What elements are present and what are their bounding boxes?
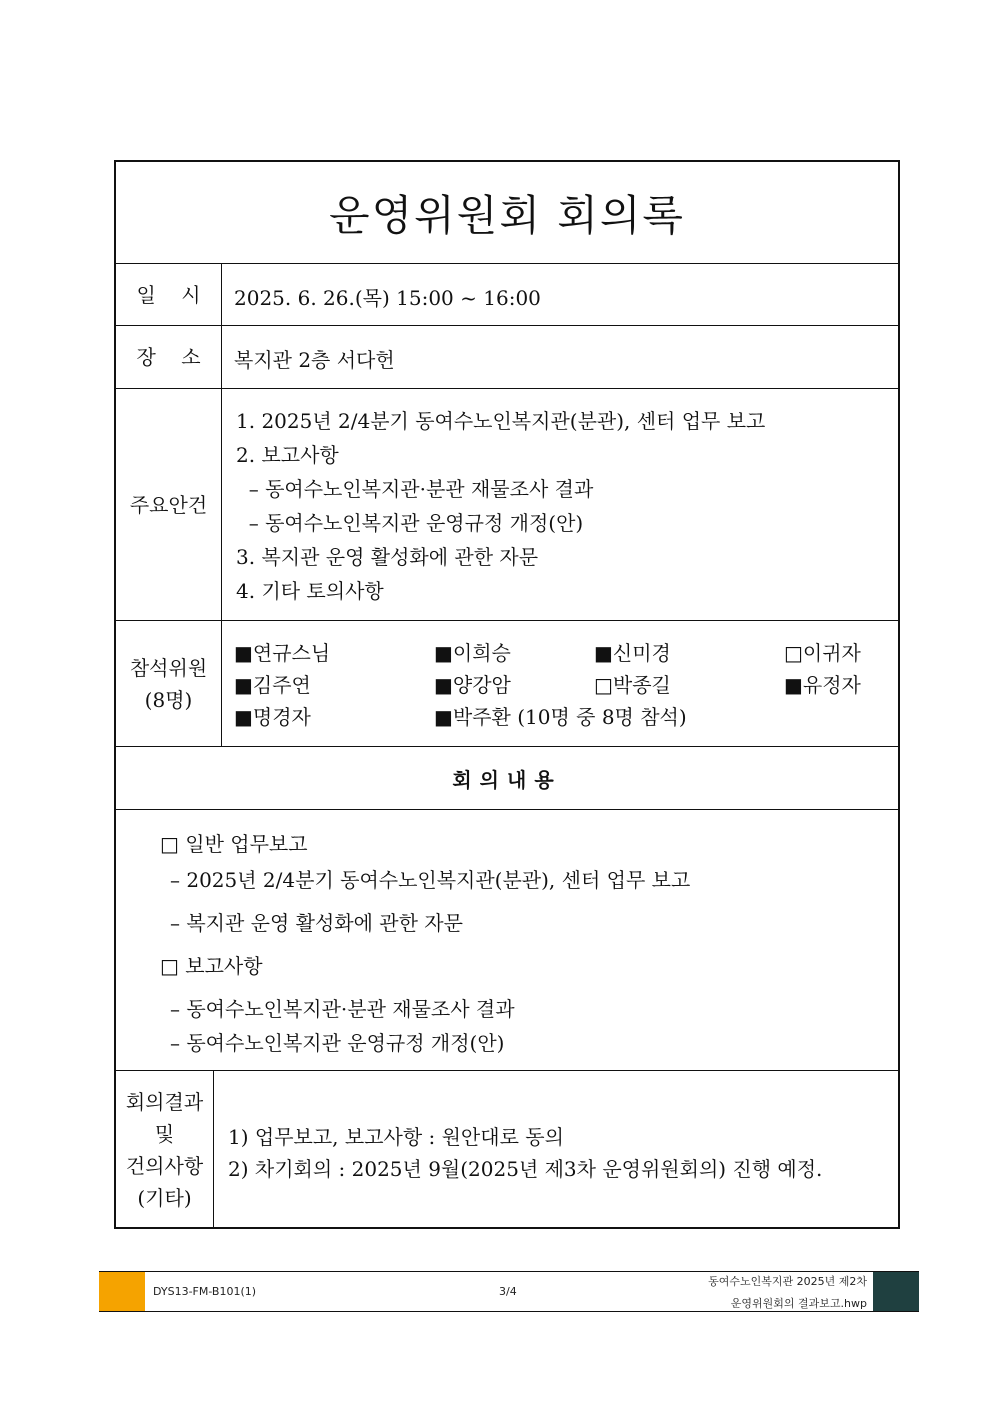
results-label-line: (기타)	[137, 1186, 192, 1210]
content-line: – 2025년 2/4분기 동여수노인복지관(분관), 센터 업무 보고	[170, 868, 691, 892]
content-line: □ 보고사항	[160, 954, 263, 978]
content-line: – 동여수노인복지관 운영규정 개정(안)	[170, 1031, 505, 1055]
attendee: ■연규스님	[234, 641, 331, 665]
datetime-value: 2025. 6. 26.(목) 15:00 ~ 16:00	[234, 286, 541, 310]
content-row	[116, 810, 898, 1071]
attendee: ■박주환 (10명 중 8명 참석)	[434, 705, 687, 729]
content-line: – 복지관 운영 활성화에 관한 자문	[170, 911, 463, 935]
attendee: ■신미경	[594, 641, 671, 665]
content-line: □ 일반 업무보고	[160, 832, 308, 856]
page-title: 운영위원회 회의록	[329, 190, 685, 240]
agenda-item: 3. 복지관 운영 활성화에 관한 자문	[236, 545, 539, 569]
file-name-line2: 운영위원회의 결과보고.hwp	[730, 1297, 867, 1310]
agenda-item: – 동여수노인복지관·분관 재물조사 결과	[236, 477, 594, 501]
attendee: ■유정자	[784, 673, 861, 697]
results-label-line: 및	[154, 1122, 175, 1146]
datetime-cell	[222, 264, 898, 325]
section-heading: 회의내용	[452, 767, 562, 792]
attendees-row	[116, 621, 898, 747]
agenda-item: 1. 2025년 2/4분기 동여수노인복지관(분관), 센터 업무 보고	[236, 409, 766, 433]
place-value: 복지관 2층 서다헌	[234, 348, 395, 372]
attendee: □박종길	[594, 673, 671, 697]
attendees-label-count: (8명)	[144, 687, 193, 712]
page-number: 3/4	[499, 1285, 517, 1298]
results-label-line: 회의결과	[125, 1090, 204, 1114]
footer-left-color-block	[99, 1272, 145, 1311]
attendees-cell	[222, 621, 898, 746]
content-header-row	[116, 747, 898, 810]
agenda-item: – 동여수노인복지관 운영규정 개정(안)	[236, 511, 584, 535]
results-row	[116, 1071, 898, 1229]
agenda-cell	[222, 389, 898, 620]
footer-right-color-block	[873, 1272, 919, 1311]
datetime-label: 일 시	[116, 264, 222, 325]
place-cell	[222, 326, 898, 388]
attendee: ■이희승	[434, 641, 511, 665]
attendee: □이귀자	[784, 641, 861, 665]
attendee: ■양강암	[434, 673, 511, 697]
result-item: 2) 차기회의 : 2025년 9월(2025년 제3차 운영위원회의) 진행 예정.	[228, 1157, 823, 1181]
agenda-label: 주요안건	[116, 389, 222, 620]
results-label-line: 건의사항	[125, 1154, 204, 1178]
minutes-table	[114, 160, 900, 1229]
content-line: – 동여수노인복지관·분관 재물조사 결과	[170, 997, 515, 1021]
attendee: ■김주연	[234, 673, 311, 697]
attendee: ■명경자	[234, 705, 311, 729]
agenda-row	[116, 389, 898, 621]
attendees-label-title: 참석위원	[129, 655, 208, 680]
doc-code: DYS13-FM-B101(1)	[153, 1285, 257, 1298]
results-label	[116, 1071, 214, 1229]
place-row	[116, 326, 898, 389]
title-row	[116, 162, 898, 264]
agenda-item: 2. 보고사항	[236, 443, 339, 467]
results-cell	[214, 1071, 898, 1229]
place-label: 장 소	[116, 326, 222, 388]
file-name-line1: 동여수노인복지관 2025년 제2차	[708, 1275, 867, 1288]
result-item: 1) 업무보고, 보고사항 : 원안대로 동의	[228, 1125, 564, 1149]
attendees-label	[116, 621, 222, 746]
page-footer	[99, 1271, 919, 1312]
datetime-row	[116, 264, 898, 326]
agenda-item: 4. 기타 토의사항	[236, 579, 384, 603]
